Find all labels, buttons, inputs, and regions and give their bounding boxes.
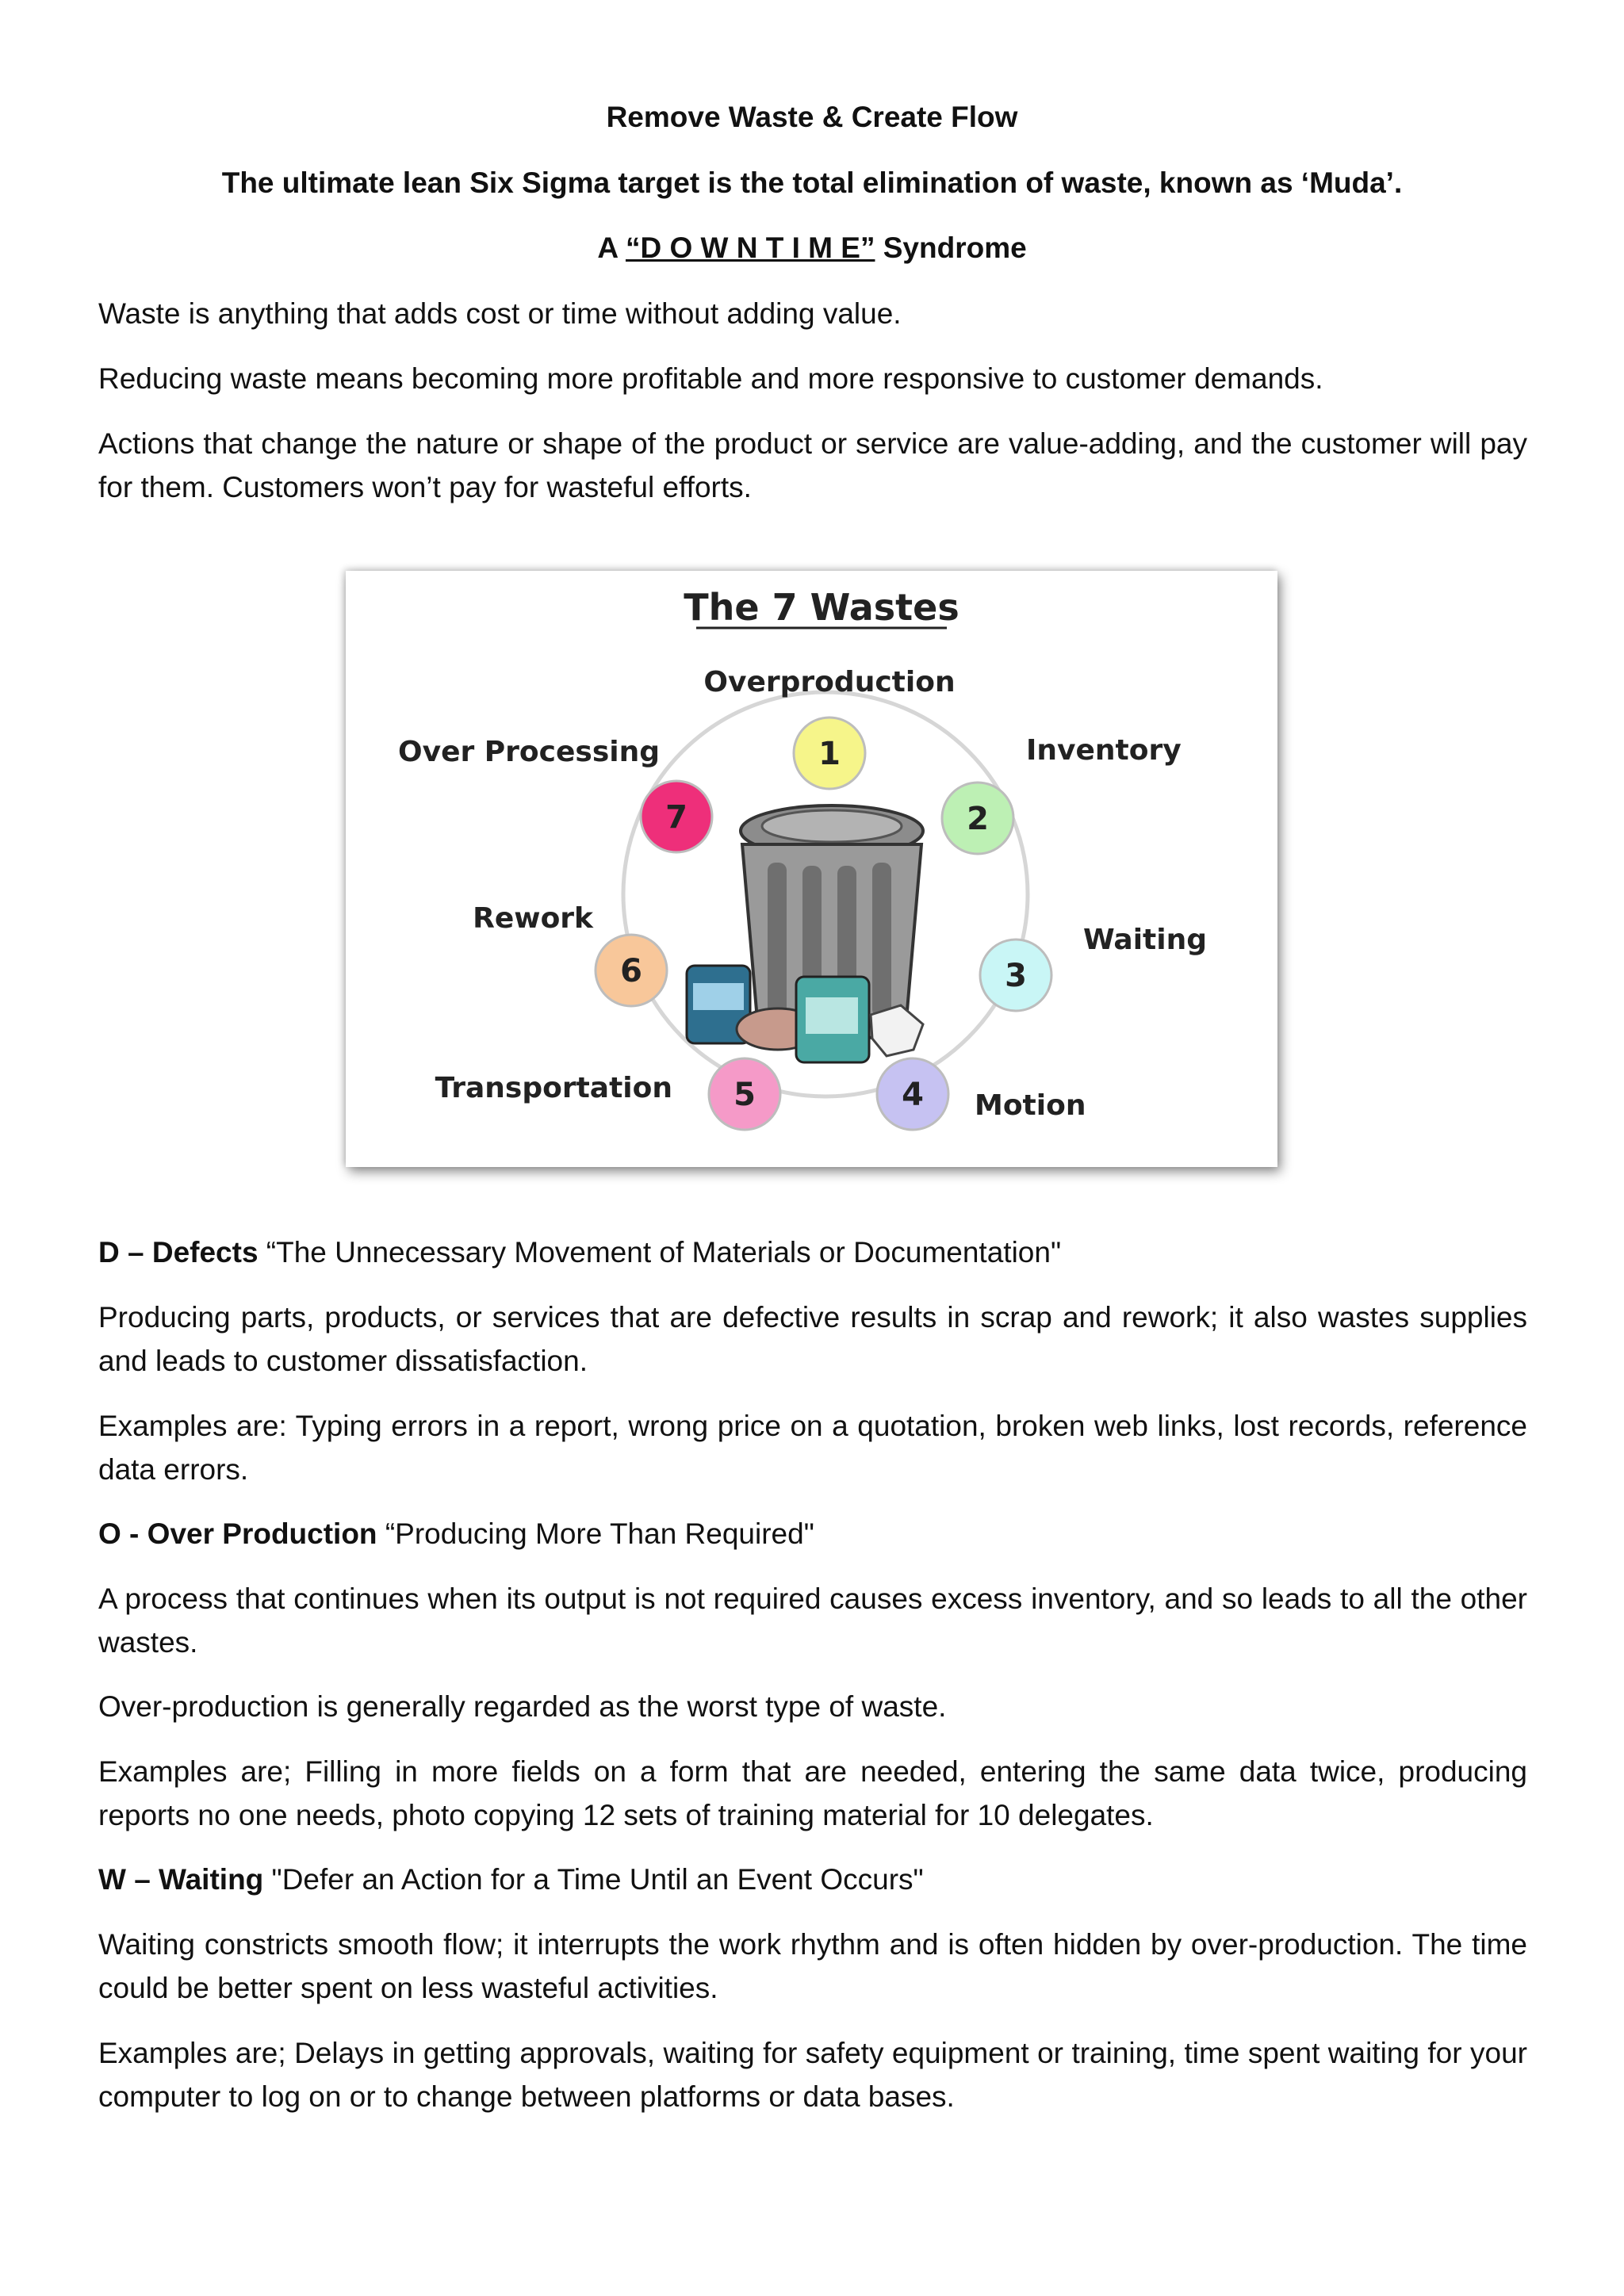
section-heading-label: W – Waiting: [98, 1863, 264, 1896]
intro-paragraph: Actions that change the nature or shape of the product or service are value-adding, and the customer will pay for them. Customers won’t pay for wasteful efforts.: [98, 427, 1527, 503]
waste-number-2: 2: [967, 801, 989, 837]
waste-number-3: 3: [1005, 958, 1027, 994]
trash-can-icon: [687, 806, 923, 1062]
waste-number-5: 5: [733, 1077, 756, 1113]
document-title: Remove Waste & Create Flow: [606, 101, 1018, 133]
intro-paragraph: Reducing waste means becoming more profitable and more responsive to customer demands.: [98, 362, 1323, 395]
section-tagline: "Defer an Action for a Time Until an Event Occurs": [263, 1863, 924, 1896]
syndrome-heading: [0, 229, 1624, 267]
section-paragraph: Waiting constricts smooth flow; it interrupts the work rhythm and is often hidden by over-production. The time could be better spent on less wasteful activities.: [98, 1928, 1527, 2004]
waste-label-7: Over Processing: [398, 736, 660, 768]
seven-wastes-figure: [346, 571, 1277, 1167]
waste-7-over-processing: [398, 736, 712, 852]
waste-number-1: 1: [818, 736, 841, 772]
section-defects-heading: [98, 1230, 1527, 1274]
waste-6-rework: [473, 902, 667, 1006]
section-paragraph: Examples are: Typing errors in a report, wrong price on a quotation, broken web links, lost records, reference data errors.: [98, 1410, 1527, 1486]
section-tagline: “The Unnecessary Movement of Materials or Documentation": [258, 1236, 1062, 1269]
section-paragraph: Producing parts, products, or services that are defective results in scrap and rework; it also wastes supplies and leads to customer dissatisfaction.: [98, 1301, 1527, 1377]
waste-1-overproduction: [703, 666, 955, 789]
section-paragraph: Examples are; Filling in more fields on a form that are needed, entering the same data twice, producing reports no one needs, photo copying 12 sets of training material for 10 delegates.: [98, 1755, 1527, 1831]
seven-wastes-diagram: [346, 571, 1277, 1167]
section-heading-label: D – Defects: [98, 1236, 259, 1269]
syndrome-word: “D O W N T I M E”: [625, 232, 875, 264]
waste-label-6: Rework: [473, 902, 593, 935]
waste-label-5: Transportation: [435, 1072, 672, 1104]
intro-paragraph: Waste is anything that adds cost or time without adding value.: [98, 297, 902, 330]
waste-4-motion: [877, 1058, 1086, 1130]
syndrome-prefix: A: [597, 232, 626, 264]
waste-label-1: Overproduction: [703, 666, 956, 698]
section-heading-label: O - Over Production: [98, 1517, 377, 1550]
waste-5-transportation: [435, 1058, 780, 1130]
section-waiting-heading: [98, 1858, 1527, 1901]
waste-label-4: Motion: [975, 1089, 1086, 1122]
section-paragraph: Over-production is generally regarded as the worst type of waste.: [98, 1690, 947, 1723]
waste-number-7: 7: [665, 799, 688, 836]
section-paragraph: Examples are; Delays in getting approvals, waiting for safety equipment or training, time spent waiting for your computer to log on or to change between platforms or data bases.: [98, 2037, 1527, 2113]
figure-title: The 7 Wastes: [684, 586, 959, 629]
section-tagline: “Producing More Than Required": [377, 1517, 814, 1550]
waste-label-2: Inventory: [1026, 734, 1182, 767]
section-paragraph: A process that continues when its output is not required causes excess inventory, and so leads to all the other wastes.: [98, 1582, 1527, 1659]
section-over-production-heading: [98, 1512, 1527, 1556]
waste-number-6: 6: [620, 953, 642, 989]
waste-number-4: 4: [902, 1077, 924, 1113]
waste-3-waiting: [980, 924, 1207, 1011]
waste-2-inventory: [942, 734, 1182, 854]
document-subtitle: The ultimate lean Six Sigma target is the total elimination of waste, known as ‘Muda’.: [221, 166, 1403, 199]
syndrome-suffix: Syndrome: [875, 232, 1027, 264]
waste-label-3: Waiting: [1083, 924, 1208, 956]
